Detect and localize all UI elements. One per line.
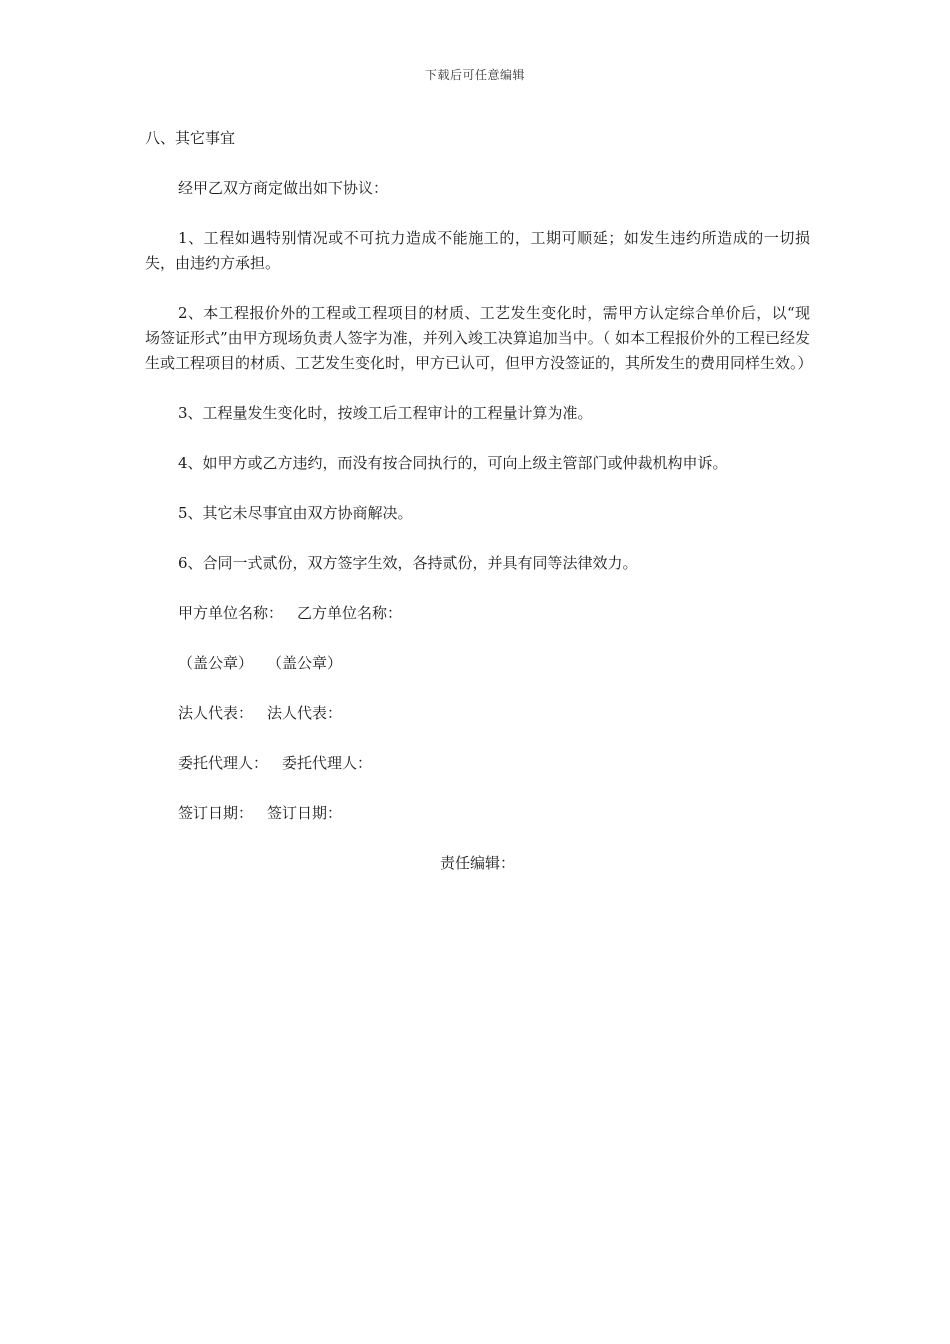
page-header: 下载后可任意编辑: [424, 68, 525, 82]
signature-dates: [145, 801, 810, 826]
document-body: [145, 126, 813, 901]
date-b-label: 签订日期：: [267, 804, 343, 822]
signature-party-names: [145, 601, 810, 626]
section-intro: 经甲乙双方商定做出如下协议：: [178, 179, 389, 197]
section-title: 八、其它事宜: [145, 129, 236, 147]
date-a-label: 签订日期：: [178, 804, 254, 822]
clause-1: 1、工程如遇特别情况或不可抗力造成不能施工的，工期可顺延；如发生违约所造成的一切损失，由违约方承担。: [145, 229, 810, 272]
party-b-name-label: 乙方单位名称：: [297, 604, 403, 622]
agent-b-label: 委托代理人：: [282, 754, 373, 772]
seal-a-label: （盖公章）: [178, 654, 254, 672]
legal-rep-a-label: 法人代表：: [178, 704, 254, 722]
seal-b-label: （盖公章）: [267, 654, 343, 672]
signature-agents: [145, 751, 810, 776]
signature-seals: [145, 651, 810, 676]
party-a-name-label: 甲方单位名称：: [178, 604, 284, 622]
clause-6: 6、合同一式贰份，双方签字生效，各持贰份，并具有同等法律效力。: [178, 554, 638, 572]
responsible-editor: 责任编辑：: [439, 854, 515, 872]
clause-5: 5、其它未尽事宜由双方协商解决。: [178, 504, 413, 522]
clause-2: 2、本工程报价外的工程或工程项目的材质、工艺发生变化时，需甲方认定综合单价后，以“现场签证形式”由甲方现场负责人签字为准，并列入竣工决算追加当中。（ 如本工程报价外的工程已经发生或工程项目的材质、工艺发生变化时，甲方已认可，但甲方没签证的，其所发生的费用同样生效。）: [145, 304, 813, 372]
clause-4: 4、如甲方或乙方违约，而没有按合同执行的，可向上级主管部门或仲裁机构申诉。: [178, 454, 728, 472]
agent-a-label: 委托代理人：: [178, 754, 269, 772]
clause-3: 3、工程量发生变化时，按竣工后工程审计的工程量计算为准。: [178, 404, 593, 422]
legal-rep-b-label: 法人代表：: [267, 704, 343, 722]
signature-legal-reps: [145, 701, 810, 726]
